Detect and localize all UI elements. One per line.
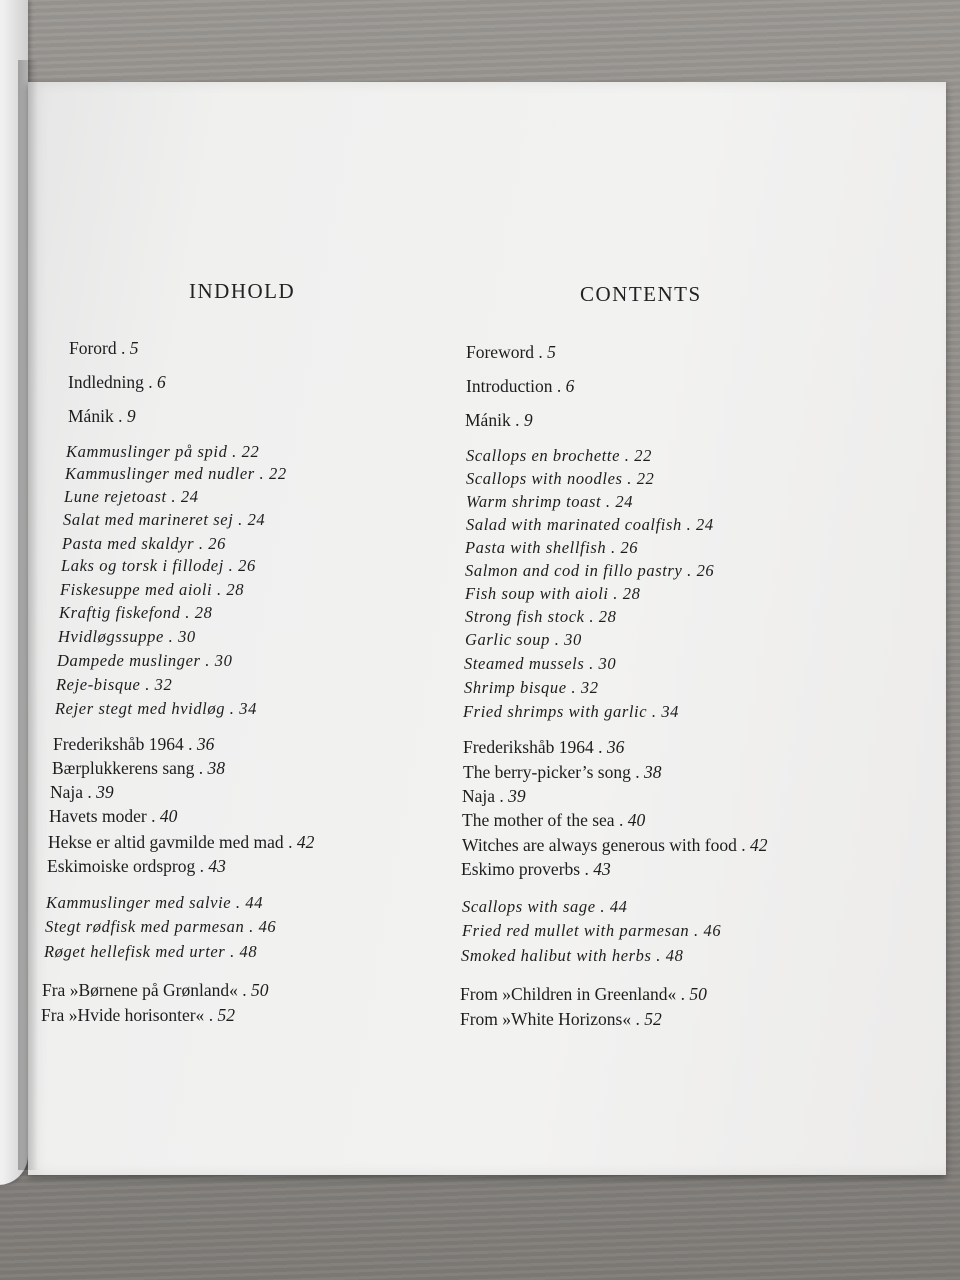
danish-entry-page-number: 39 bbox=[96, 782, 114, 802]
danish-entry-page-number: 44 bbox=[245, 893, 264, 912]
entry-separator-dot: . bbox=[254, 464, 269, 483]
entry-separator-dot: . bbox=[534, 342, 548, 362]
danish-entry-page-number: 22 bbox=[268, 464, 287, 483]
entry-separator-dot: . bbox=[681, 515, 697, 534]
danish-entry-page-number: 36 bbox=[196, 734, 215, 754]
danish-entry bbox=[68, 406, 136, 427]
english-entry bbox=[464, 678, 599, 698]
danish-entry-page-number: 9 bbox=[126, 406, 136, 426]
english-entry bbox=[465, 410, 533, 431]
english-entry-title: Strong fish stock bbox=[465, 607, 585, 626]
entry-separator-dot: . bbox=[676, 984, 690, 1004]
entry-separator-dot: . bbox=[580, 859, 594, 879]
danish-entry-title: Forord bbox=[69, 338, 117, 358]
entry-separator-dot: . bbox=[608, 584, 623, 603]
english-entry-page-number: 30 bbox=[564, 630, 582, 649]
english-entry-title: Frederikshåb 1964 bbox=[463, 737, 594, 757]
danish-entry-page-number: 28 bbox=[194, 603, 213, 622]
english-entry bbox=[461, 859, 611, 880]
english-entry-page-number: 42 bbox=[749, 835, 768, 855]
english-entry-title: From »White Horizons« bbox=[460, 1009, 632, 1029]
english-entry-title: Salmon and cod in fillo pastry bbox=[465, 561, 683, 580]
english-entry-page-number: 39 bbox=[508, 786, 526, 806]
entry-separator-dot: . bbox=[651, 946, 666, 965]
entry-separator-dot: . bbox=[622, 469, 637, 488]
english-entry bbox=[465, 630, 582, 650]
english-entry-title: Smoked halibut with herbs bbox=[461, 946, 652, 965]
english-entry-title: From »Children in Greenland« bbox=[460, 984, 677, 1004]
english-entry-title: Scallops with sage bbox=[462, 897, 596, 916]
english-entry-page-number: 22 bbox=[636, 469, 655, 488]
entry-separator-dot: . bbox=[194, 758, 208, 778]
danish-entry-title: Mánik bbox=[68, 406, 114, 426]
english-entry-page-number: 52 bbox=[644, 1009, 662, 1029]
danish-entry bbox=[49, 806, 177, 827]
entry-separator-dot: . bbox=[630, 762, 644, 782]
danish-entry-page-number: 40 bbox=[159, 806, 178, 826]
danish-entry-page-number: 34 bbox=[239, 699, 257, 718]
english-entry bbox=[460, 1009, 662, 1030]
entry-separator-dot: . bbox=[584, 654, 599, 673]
entry-separator-dot: . bbox=[140, 675, 155, 694]
danish-entry bbox=[61, 556, 256, 576]
danish-entry bbox=[47, 856, 226, 877]
danish-entry-page-number: 26 bbox=[208, 534, 226, 553]
english-entry-title: Warm shrimp toast bbox=[466, 492, 602, 511]
entry-separator-dot: . bbox=[195, 856, 209, 876]
danish-entry bbox=[59, 603, 212, 623]
entry-separator-dot: . bbox=[552, 376, 566, 396]
danish-entry-title: Indledning bbox=[68, 372, 144, 392]
english-entry-title: Shrimp bisque bbox=[464, 678, 567, 697]
english-entry-page-number: 9 bbox=[523, 410, 533, 430]
english-contents-title: CONTENTS bbox=[580, 282, 702, 306]
entry-separator-dot: . bbox=[566, 678, 581, 697]
entry-separator-dot: . bbox=[614, 810, 628, 830]
english-entry-title: Fried shrimps with garlic bbox=[463, 702, 648, 721]
english-entry-title: Steamed mussels bbox=[464, 654, 585, 673]
danish-entry-title: Laks og torsk i fillodej bbox=[61, 556, 224, 575]
danish-entry-title: Lune rejetoast bbox=[64, 487, 167, 506]
english-entry-title: Scallops en brochette bbox=[466, 446, 621, 465]
english-entry bbox=[465, 584, 640, 604]
english-entry-page-number: 26 bbox=[620, 538, 639, 557]
english-entry bbox=[462, 921, 721, 941]
danish-entry bbox=[50, 782, 114, 803]
danish-entry-title: Fra »Børnene på Grønland« bbox=[42, 980, 238, 1000]
entry-separator-dot: . bbox=[146, 806, 160, 826]
danish-contents-title: INDHOLD bbox=[189, 279, 296, 303]
english-entry bbox=[466, 515, 714, 535]
english-entry-title: Scallops with noodles bbox=[466, 469, 623, 488]
entry-separator-dot: . bbox=[225, 942, 240, 961]
danish-entry-page-number: 24 bbox=[247, 510, 266, 529]
entry-separator-dot: . bbox=[601, 492, 616, 511]
english-entry-title: Salad with marinated coalfish bbox=[466, 515, 682, 534]
english-entry-page-number: 24 bbox=[615, 492, 634, 511]
danish-entry bbox=[69, 338, 139, 359]
danish-entry-page-number: 43 bbox=[208, 856, 226, 876]
entry-separator-dot: . bbox=[237, 980, 251, 1000]
danish-entry bbox=[44, 942, 257, 962]
english-entry bbox=[466, 492, 633, 512]
entry-separator-dot: . bbox=[510, 410, 524, 430]
english-entry bbox=[465, 538, 638, 558]
danish-entry-page-number: 30 bbox=[214, 651, 233, 670]
english-entry bbox=[462, 786, 526, 807]
danish-entry-page-number: 32 bbox=[154, 675, 173, 694]
danish-entry-page-number: 24 bbox=[180, 487, 199, 506]
danish-entry-title: Kraftig fiskefond bbox=[59, 603, 181, 622]
entry-separator-dot: . bbox=[180, 603, 195, 622]
danish-entry-title: Salat med marineret sej bbox=[63, 510, 234, 529]
danish-entry-title: Pasta med skaldyr bbox=[62, 534, 195, 553]
danish-entry-title: Hekse er altid gavmilde med mad bbox=[48, 832, 284, 852]
entry-separator-dot: . bbox=[631, 1009, 645, 1029]
english-entry-page-number: 43 bbox=[593, 859, 611, 879]
entry-separator-dot: . bbox=[283, 832, 297, 852]
english-entry-title: Garlic soup bbox=[465, 630, 550, 649]
danish-entry-page-number: 38 bbox=[207, 758, 226, 778]
danish-entry-title: Naja bbox=[50, 782, 84, 802]
entry-separator-dot: . bbox=[606, 538, 621, 557]
english-entry-title: Fish soup with aioli bbox=[465, 584, 609, 603]
danish-entry-page-number: 22 bbox=[241, 442, 260, 461]
danish-entry-title: Fra »Hvide horisonter« bbox=[41, 1005, 205, 1025]
danish-entry bbox=[65, 464, 287, 484]
danish-entry-title: Bærplukkerens sang bbox=[52, 758, 195, 778]
danish-entry bbox=[66, 442, 259, 462]
danish-entry bbox=[57, 651, 232, 671]
english-entry-page-number: 28 bbox=[622, 584, 641, 603]
danish-entry bbox=[58, 627, 196, 647]
english-entry-page-number: 46 bbox=[703, 921, 722, 940]
danish-entry-title: Reje-bisque bbox=[56, 675, 141, 694]
english-entry bbox=[465, 607, 616, 627]
danish-entry bbox=[41, 1005, 235, 1026]
english-entry bbox=[463, 762, 661, 783]
english-entry-page-number: 48 bbox=[665, 946, 684, 965]
danish-entry bbox=[42, 980, 268, 1001]
english-entry-title: The berry-picker’s song bbox=[463, 762, 631, 782]
danish-entry-title: Kammuslinger på spid bbox=[66, 442, 228, 461]
danish-entry-page-number: 5 bbox=[129, 338, 139, 358]
english-entry-title: Introduction bbox=[466, 376, 553, 396]
english-entry bbox=[462, 897, 628, 917]
english-entry bbox=[460, 984, 707, 1005]
entry-separator-dot: . bbox=[227, 442, 242, 461]
danish-entry bbox=[63, 510, 265, 530]
entry-separator-dot: . bbox=[200, 651, 215, 670]
danish-entry-title: Kammuslinger med nudler bbox=[65, 464, 255, 483]
danish-entry bbox=[45, 917, 276, 937]
entry-separator-dot: . bbox=[593, 737, 607, 757]
danish-entry-title: Dampede muslinger bbox=[57, 651, 201, 670]
english-entry bbox=[463, 737, 624, 758]
danish-entry bbox=[62, 534, 226, 554]
danish-entry-title: Rejer stegt med hvidløg bbox=[55, 699, 226, 718]
english-entry-title: Naja bbox=[462, 786, 496, 806]
english-entry-page-number: 44 bbox=[609, 897, 628, 916]
entry-separator-dot: . bbox=[233, 510, 248, 529]
english-entry bbox=[463, 702, 679, 722]
danish-entry-title: Havets moder bbox=[49, 806, 147, 826]
danish-entry-page-number: 26 bbox=[238, 556, 256, 575]
spine-shadow bbox=[18, 60, 38, 1170]
danish-entry-title: Frederikshåb 1964 bbox=[53, 734, 184, 754]
english-entry-page-number: 50 bbox=[689, 984, 707, 1004]
danish-entry bbox=[53, 734, 214, 755]
danish-entry-title: Kammuslinger med salvie bbox=[46, 893, 232, 912]
english-entry-page-number: 28 bbox=[598, 607, 617, 626]
entry-separator-dot: . bbox=[223, 556, 239, 575]
english-entry-title: The mother of the sea bbox=[462, 810, 615, 830]
danish-entry-page-number: 6 bbox=[156, 372, 166, 392]
entry-separator-dot: . bbox=[495, 786, 509, 806]
entry-separator-dot: . bbox=[113, 406, 127, 426]
english-entry bbox=[465, 561, 714, 581]
danish-entry-page-number: 46 bbox=[258, 917, 277, 936]
danish-entry-title: Røget hellefisk med urter bbox=[44, 942, 226, 961]
danish-entry bbox=[48, 832, 314, 853]
english-entry bbox=[462, 810, 645, 831]
english-entry-page-number: 24 bbox=[696, 515, 714, 534]
entry-separator-dot: . bbox=[163, 627, 179, 646]
danish-entry-title: Fiskesuppe med aioli bbox=[60, 580, 213, 599]
danish-entry-title: Eskimoiske ordsprog bbox=[47, 856, 196, 876]
entry-separator-dot: . bbox=[244, 917, 259, 936]
entry-separator-dot: . bbox=[204, 1005, 218, 1025]
english-entry-title: Foreword bbox=[466, 342, 535, 362]
entry-separator-dot: . bbox=[116, 338, 130, 358]
entry-separator-dot: . bbox=[736, 835, 750, 855]
english-entry-page-number: 22 bbox=[634, 446, 652, 465]
english-entry bbox=[466, 469, 654, 489]
entry-separator-dot: . bbox=[183, 734, 197, 754]
danish-entry bbox=[46, 893, 263, 913]
danish-entry-title: Hvidløgssuppe bbox=[58, 627, 164, 646]
danish-entry bbox=[55, 699, 257, 719]
english-entry-title: Witches are always generous with food bbox=[462, 835, 737, 855]
entry-separator-dot: . bbox=[584, 607, 599, 626]
entry-separator-dot: . bbox=[620, 446, 635, 465]
danish-entry bbox=[64, 487, 199, 507]
english-entry-page-number: 26 bbox=[696, 561, 715, 580]
danish-entry-page-number: 42 bbox=[296, 832, 315, 852]
english-entry-title: Mánik bbox=[465, 410, 511, 430]
english-entry bbox=[464, 654, 616, 674]
danish-entry-page-number: 52 bbox=[217, 1005, 235, 1025]
danish-entry-page-number: 28 bbox=[226, 580, 245, 599]
entry-separator-dot: . bbox=[212, 580, 227, 599]
entry-separator-dot: . bbox=[549, 630, 565, 649]
danish-entry bbox=[52, 758, 225, 779]
english-entry bbox=[466, 376, 574, 397]
english-entry-page-number: 34 bbox=[661, 702, 680, 721]
entry-separator-dot: . bbox=[143, 372, 157, 392]
english-entry-title: Fried red mullet with parmesan bbox=[462, 921, 690, 940]
danish-entry-title: Stegt rødfisk med parmesan bbox=[45, 917, 245, 936]
danish-entry-page-number: 50 bbox=[250, 980, 269, 1000]
danish-entry bbox=[68, 372, 166, 393]
english-entry-page-number: 38 bbox=[643, 762, 662, 782]
entry-separator-dot: . bbox=[647, 702, 662, 721]
english-entry bbox=[461, 946, 683, 966]
danish-entry bbox=[60, 580, 244, 600]
entry-separator-dot: . bbox=[595, 897, 610, 916]
danish-entry-page-number: 48 bbox=[239, 942, 258, 961]
english-entry-title: Eskimo proverbs bbox=[461, 859, 581, 879]
english-entry-page-number: 6 bbox=[565, 376, 575, 396]
english-entry-page-number: 30 bbox=[598, 654, 617, 673]
entry-separator-dot: . bbox=[83, 782, 97, 802]
entry-separator-dot: . bbox=[166, 487, 181, 506]
english-entry bbox=[462, 835, 767, 856]
entry-separator-dot: . bbox=[225, 699, 240, 718]
danish-entry bbox=[56, 675, 172, 695]
entry-separator-dot: . bbox=[682, 561, 697, 580]
english-entry bbox=[466, 446, 652, 466]
danish-entry-page-number: 30 bbox=[178, 627, 196, 646]
english-entry-page-number: 36 bbox=[606, 737, 625, 757]
english-entry bbox=[466, 342, 556, 363]
english-entry-page-number: 32 bbox=[580, 678, 599, 697]
entry-separator-dot: . bbox=[194, 534, 209, 553]
english-entry-page-number: 40 bbox=[627, 810, 646, 830]
english-entry-title: Pasta with shellfish bbox=[465, 538, 607, 557]
entry-separator-dot: . bbox=[231, 893, 246, 912]
entry-separator-dot: . bbox=[689, 921, 704, 940]
english-entry-page-number: 5 bbox=[547, 342, 556, 362]
